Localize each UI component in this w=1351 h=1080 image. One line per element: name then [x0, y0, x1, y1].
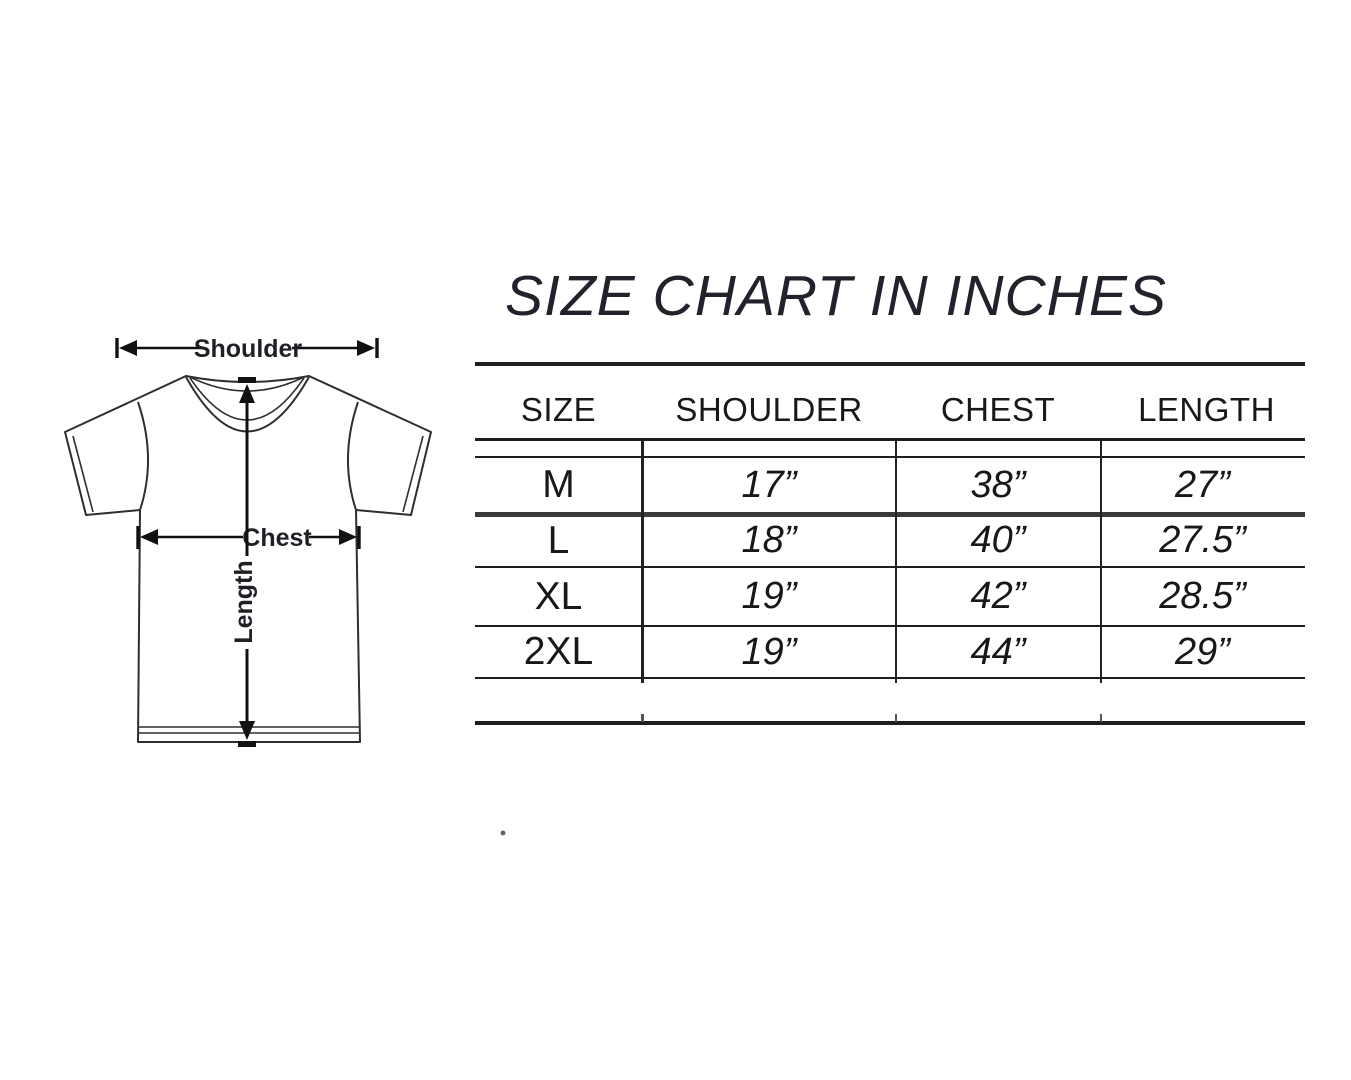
- row-m-chest: 38”: [970, 464, 1026, 506]
- header-size: SIZE: [520, 391, 597, 428]
- length-top-tick: [238, 377, 256, 383]
- bottom-rule-nub-3: [1100, 714, 1102, 722]
- row-l-length: 27.5”: [1159, 519, 1246, 561]
- header-bottom-rule: [475, 438, 1305, 441]
- row-m-size: M: [542, 463, 575, 506]
- length-bottom-tick: [238, 741, 256, 747]
- row-m-shoulder: 17”: [741, 464, 797, 506]
- row-2xl-chest: 44”: [970, 631, 1026, 673]
- header-shoulder: SHOULDER: [675, 391, 863, 428]
- shoulder-measure-arrow: [117, 335, 377, 363]
- speck: [501, 831, 506, 836]
- body-bottom-rule: [475, 677, 1305, 679]
- row-xl-chest: 42”: [970, 575, 1026, 617]
- bottom-rule-nub-1: [641, 714, 644, 722]
- row-l-size: L: [547, 519, 570, 562]
- row-m-length: 27”: [1175, 464, 1230, 506]
- chest-label: Chest: [242, 524, 312, 552]
- row-l-chest: 40”: [970, 519, 1026, 561]
- bottom-rule-nub-2: [895, 714, 897, 722]
- length-label: Length: [230, 560, 258, 644]
- row-xl-size: XL: [534, 575, 583, 618]
- row-2xl-shoulder: 19”: [741, 631, 797, 673]
- row-l-shoulder: 18”: [741, 519, 797, 561]
- table-bottom-rule: [475, 721, 1305, 725]
- table-top-rule: [475, 362, 1305, 366]
- page-title: SIZE CHART IN INCHES: [505, 264, 1167, 328]
- header-length: LENGTH: [1138, 391, 1275, 428]
- row-2xl-size: 2XL: [523, 630, 594, 673]
- header-chest: CHEST: [940, 391, 1056, 428]
- shoulder-label: Shoulder: [193, 335, 303, 363]
- row-xl-shoulder: 19”: [741, 575, 797, 617]
- row-2xl-length: 29”: [1175, 631, 1230, 673]
- row-xl-length: 28.5”: [1159, 575, 1246, 617]
